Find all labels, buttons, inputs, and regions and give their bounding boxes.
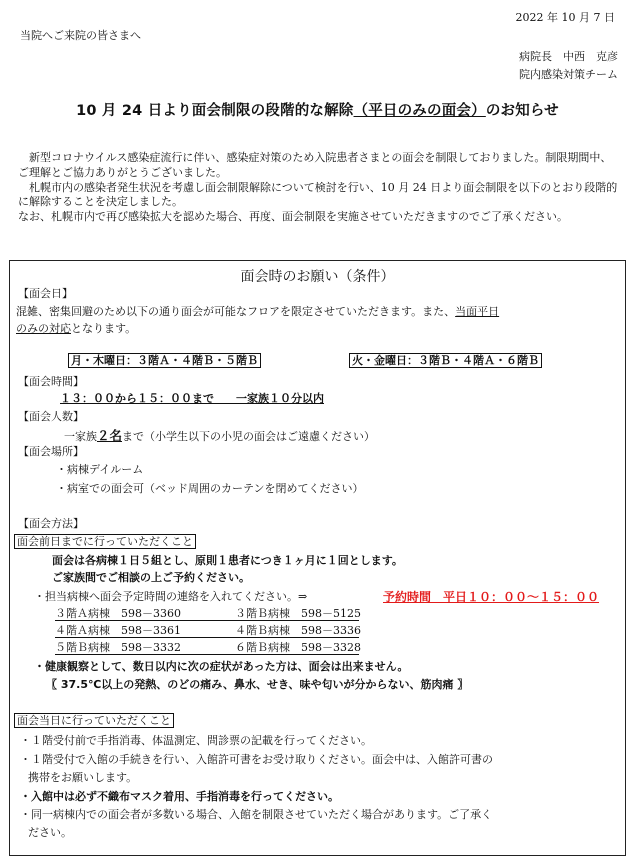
ward-phone-5b: ５階Ｂ病棟 598－3332 (55, 641, 181, 654)
document-date: 2022 年 10 月 7 日 (515, 11, 615, 24)
ward-phone-4a: ４階Ａ病棟 598－3361 (55, 624, 181, 637)
visit-day-heading: 面会当日に行っていただくこと (14, 712, 174, 728)
title-part3: のお知らせ (485, 103, 559, 119)
day-step-4: ・同一病棟内での面会者が多数いる場合、入館を制限させていただく場合があります。ご了承く (20, 808, 493, 821)
visitors-number: ２名 (97, 428, 123, 443)
visit-day-desc-underline-1: 当面平日 (455, 305, 500, 318)
signature-team: 院内感染対策チーム (519, 68, 618, 81)
ward-phone-6b: ６階Ｂ病棟 598－3328 (235, 641, 361, 654)
reservation-hours: 予約時間 平日１０：００～１５：００ (383, 590, 600, 604)
method-label: 【面会方法】 (18, 517, 84, 530)
ward-phone-3b: ３階Ｂ病棟 598－5125 (235, 607, 361, 620)
contact-instruction: ・担当病棟へ面会予定時間の連絡を入れてください。⇒ (34, 590, 308, 603)
day-step-2-cont: 携帯をお願いします。 (28, 771, 138, 784)
visit-time-label: 【面会時間】 (18, 375, 84, 388)
ward-phone-3a: ３階Ａ病棟 598－3360 (55, 607, 181, 620)
title-part2: （平日のみの面会） (353, 103, 486, 119)
ward-phone-4b: ４階Ｂ病棟 598－3336 (235, 624, 361, 637)
visit-day-desc-underline-2: のみの対応 (16, 322, 71, 335)
visit-conditions-box (9, 260, 626, 856)
place-item-dayroom: ・病棟デイルーム (56, 463, 144, 476)
intro-text (18, 151, 622, 225)
symptoms-list: 〖 37.5℃以上の発熱、のどの痛み、鼻水、せき、味や匂いが分からない、筋肉痛 〗 (46, 678, 469, 691)
health-check-notice: ・健康観察として、数日以内に次の症状があった方は、面会は出来ません。 (34, 660, 409, 673)
day-step-4-cont: ださい。 (28, 826, 72, 839)
ward-phone-row (55, 621, 359, 638)
visitors-label: 【面会人数】 (18, 410, 84, 423)
place-label: 【面会場所】 (18, 445, 84, 458)
signature-director: 病院長 中西 克彦 (519, 50, 618, 63)
intro-paragraph-2: 札幌市内の感染者発生状況を考慮し面会制限解除について検討を行い、10 月 24 日より面会制限を以下のとおり段階的に解除することを決定しました。 (18, 180, 618, 209)
ward-phone-row (55, 638, 359, 655)
visit-day-desc-line1 (16, 303, 499, 319)
box-title: 面会時のお願い（条件） (240, 269, 395, 285)
visitors-pre: 一家族 (64, 430, 97, 443)
day-step-1: ・１階受付前で手指消毒、体温測定、問診票の記載を行ってください。 (20, 734, 372, 747)
place-item-ward-room: ・病室での面会可（ベッド周囲のカーテンを閉めてください） (56, 482, 364, 495)
visit-day-desc-b: となります。 (71, 322, 137, 335)
visitors-desc (64, 426, 375, 444)
visit-day-desc-a: 混雑、密集回避のため以下の通り面会が可能なフロアを限定させていただきます。また、 (16, 305, 456, 318)
before-visit-rule-2: ご家族間でご相談の上ご予約ください。 (52, 571, 250, 584)
visit-time-value: １３：００から１５：００まで 一家族１０分以内 (60, 392, 324, 405)
ward-phone-table (55, 604, 359, 655)
visit-day-desc-line2 (16, 320, 136, 336)
ward-phone-row (55, 604, 359, 621)
intro-paragraph-3: なお、札幌市内で再び感染拡大を認めた場合、再度、面会制限を実施させていただきますのでご了承ください。 (18, 210, 568, 224)
notice-title (0, 99, 635, 120)
visit-day-label: 【面会日】 (18, 287, 73, 300)
title-part1: 10 月 24 日より面会制限の段階的な解除 (76, 103, 354, 119)
schedule-mon-thu: 月・木曜日：３階Ａ・４階Ｂ・５階Ｂ (68, 352, 261, 368)
addressee: 当院へご来院の皆さまへ (20, 29, 141, 42)
day-step-3: ・入館中は必ず不織布マスク着用、手指消毒を行ってください。 (20, 790, 339, 803)
day-step-2: ・１階受付で入館の手続きを行い、入館許可書をお受け取りください。面会中は、入館許可書の (20, 753, 493, 766)
before-visit-rule-1: 面会は各病棟１日５組とし、原則１患者につき１ヶ月に１回とします。 (52, 554, 403, 567)
before-visit-heading: 面会前日までに行っていただくこと (14, 533, 196, 549)
visitors-post: まで（小学生以下の小児の面会はご遠慮ください） (122, 430, 376, 443)
intro-paragraph-1: 新型コロナウイルス感染症流行に伴い、感染症対策のため入院患者さまとの面会を制限しておりました。制限期間中、ご理解とご協力ありがとうございました。 (18, 151, 612, 179)
schedule-tue-fri: 火・金曜日：３階Ｂ・４階Ａ・６階Ｂ (349, 352, 542, 368)
